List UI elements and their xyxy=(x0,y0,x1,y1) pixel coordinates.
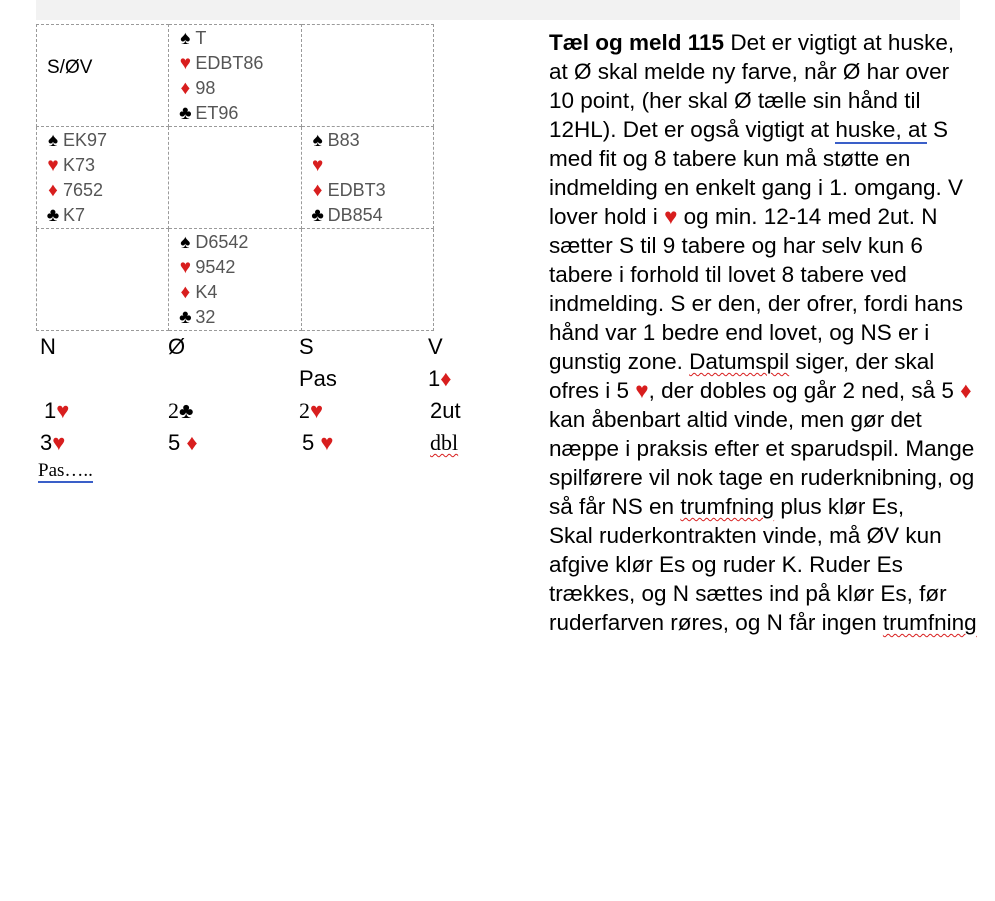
bid-south-3: 5 ♥ xyxy=(302,430,334,455)
bidding-row xyxy=(36,364,496,396)
spade-icon: ♠ xyxy=(312,130,323,151)
east-cell xyxy=(301,127,433,229)
heart-icon: ♥ xyxy=(664,204,678,229)
north-diamonds: 98 xyxy=(195,78,216,98)
heart-icon: ♥ xyxy=(310,398,324,423)
bidding-row xyxy=(36,428,496,460)
spelling-underline: Datumspil xyxy=(689,349,790,374)
south-spades: D6542 xyxy=(195,232,249,252)
north-hand xyxy=(169,26,300,126)
south-clubs: 32 xyxy=(195,307,216,327)
south-cell xyxy=(169,229,301,331)
spade-icon: ♠ xyxy=(47,130,59,151)
heart-icon: ♥ xyxy=(179,53,191,74)
spade-icon: ♠ xyxy=(180,232,191,253)
article-text xyxy=(533,18,979,637)
heart-icon: ♥ xyxy=(635,378,649,403)
deal-diagram xyxy=(36,24,434,331)
bidding-header-row xyxy=(36,332,496,364)
bid-north-2: 3♥ xyxy=(40,430,66,455)
heart-icon: ♥ xyxy=(47,155,59,176)
north-cell xyxy=(169,25,301,127)
bid-west-3: dbl xyxy=(430,430,459,455)
club-icon: ♣ xyxy=(46,205,60,226)
west-diamonds: 7652 xyxy=(63,180,104,200)
east-hand xyxy=(302,128,433,228)
diamond-icon: ♦ xyxy=(48,180,58,201)
empty-cell-ne xyxy=(301,25,433,127)
bidding-row xyxy=(36,396,496,428)
west-cell xyxy=(37,127,169,229)
north-clubs: ET96 xyxy=(195,103,239,123)
empty-cell-sw xyxy=(37,229,169,331)
west-clubs: K7 xyxy=(63,205,86,225)
article-paragraph: Skal ruderkontrakten vinde, må ØV kun afgive klør Es og ruder K. Ruder Es trækkes, og N sættes ind på klør Es, før ruderfarven røres, og N får ingen trumfning xyxy=(549,523,977,635)
heart-icon: ♥ xyxy=(179,257,191,278)
heart-icon: ♥ xyxy=(56,398,70,423)
heart-icon: ♥ xyxy=(312,155,324,176)
north-hearts: EDBT86 xyxy=(195,53,264,73)
diamond-icon: ♦ xyxy=(312,180,323,201)
bid-west-2: 2ut xyxy=(430,398,461,423)
bid-south-2: 2♥ xyxy=(299,398,324,423)
north-spades: T xyxy=(195,28,207,48)
bidding-sequence xyxy=(36,332,496,492)
west-hearts: K73 xyxy=(63,155,96,175)
header-north: N xyxy=(40,334,56,359)
diamond-icon: ♦ xyxy=(440,366,452,391)
diamond-icon: ♦ xyxy=(180,78,191,99)
heart-icon: ♥ xyxy=(52,430,66,455)
dealer-cell xyxy=(37,25,169,127)
center-cell xyxy=(169,127,301,229)
club-icon: ♣ xyxy=(179,103,192,124)
east-spades: B83 xyxy=(327,130,360,150)
south-diamonds: K4 xyxy=(195,282,218,302)
west-hand xyxy=(37,128,168,228)
bid-west-1: 1♦ xyxy=(428,366,452,391)
article-title: Tæl og meld 115 xyxy=(549,30,725,55)
east-diamonds: EDBT3 xyxy=(327,180,386,200)
bid-north-1: 1♥ xyxy=(44,398,70,423)
grammar-underline: huske, at xyxy=(835,117,927,142)
spelling-underline: trumfning xyxy=(882,610,977,635)
diamond-icon: ♦ xyxy=(186,430,198,455)
top-strip xyxy=(36,0,960,20)
bid-pass-end: Pas….. xyxy=(38,460,93,481)
diamond-icon: ♦ xyxy=(960,378,972,403)
header-south: S xyxy=(299,334,314,359)
empty-cell-se xyxy=(301,229,433,331)
bid-east-1: 2♣ xyxy=(168,398,194,423)
header-east: Ø xyxy=(168,334,186,359)
dealer-vuln-label: S/ØV xyxy=(47,57,93,78)
east-clubs: DB854 xyxy=(327,205,383,225)
bid-east-2: 5 ♦ xyxy=(168,430,198,455)
spade-icon: ♠ xyxy=(180,28,191,49)
south-hand xyxy=(169,230,300,330)
club-icon: ♣ xyxy=(179,398,194,423)
heart-icon: ♥ xyxy=(320,430,334,455)
header-west: V xyxy=(428,334,443,359)
west-spades: EK97 xyxy=(63,130,108,150)
bid-south-1: Pas xyxy=(299,366,337,391)
club-icon: ♣ xyxy=(311,205,324,226)
spelling-underline: trumfning xyxy=(680,494,775,519)
article-paragraph: Tæl og meld 115 Det er vigtigt at huske, at Ø skal melde ny farve, når Ø har over 10 point, (her skal Ø tælle sin hånd til 12HL). Det er også vigtigt at huske, at S med fit og 8 tabere kun må støtte en indmelding en enkelt gang i 1. omgang. V lover hold i ♥ og min. 12-14 med 2ut. N sætter S til 9 tabere og har selv kun 6 tabere i forhold til lovet 8 tabere ved indmelding. S er den, der ofrer, fordi hans hånd var 1 bedre end lovet, og NS er i gunstig zone. Datumspil siger, der skal ofres i 5 ♥, der dobles og går 2 ned, så 5 ♦ kan åbenbart altid vinde, men gør det næppe i praksis efter et sparudspil. Mange spilførere vil nok tage en ruderknibning, og så får NS en trumfning plus klør Es, xyxy=(549,30,975,519)
bidding-row xyxy=(36,460,496,492)
club-icon: ♣ xyxy=(179,307,192,328)
diamond-icon: ♦ xyxy=(180,282,191,303)
south-hearts: 9542 xyxy=(195,257,236,277)
